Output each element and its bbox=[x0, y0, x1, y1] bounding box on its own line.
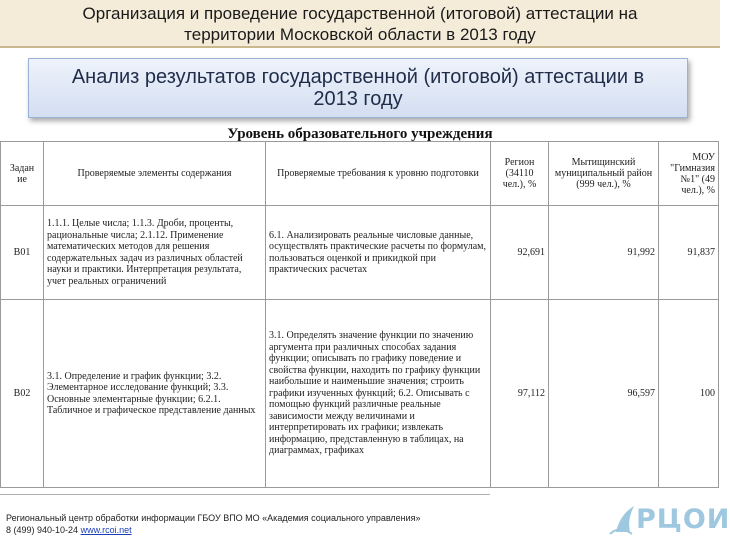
task-cell: В02 bbox=[1, 300, 44, 488]
results-table bbox=[0, 141, 719, 488]
footer bbox=[6, 512, 421, 536]
table-row bbox=[1, 300, 719, 488]
header-title-line2: территории Московской области в 2013 году bbox=[184, 25, 536, 44]
slide-subtitle-box bbox=[28, 58, 688, 118]
header-title-line1: Организация и проведение государственной (итоговой) аттестации на bbox=[82, 4, 638, 23]
footer-divider bbox=[0, 494, 490, 495]
table-header-row bbox=[1, 142, 719, 206]
district-value: 96,597 bbox=[549, 300, 659, 488]
header-school: МОУ "Гимназия №1" (49 чел.), % bbox=[659, 142, 719, 206]
header-requirements: Проверяемые требования к уровню подготовки bbox=[266, 142, 491, 206]
logo-text: РЦОИ bbox=[636, 504, 730, 535]
requirements-cell: 6.1. Анализировать реальные числовые данные, осуществлять практические расчеты по формулам, пользоваться оценкой и прикидкой при практических расчетах bbox=[266, 206, 491, 300]
table-row bbox=[1, 206, 719, 300]
subtitle-line2: 2013 году bbox=[313, 88, 403, 110]
footer-phone: 8 (499) 940-10-24 bbox=[6, 525, 79, 535]
region-value: 92,691 bbox=[491, 206, 549, 300]
footer-link[interactable]: www.rcoi.net bbox=[80, 525, 132, 535]
presentation-header bbox=[0, 0, 720, 48]
task-cell: В01 bbox=[1, 206, 44, 300]
school-value: 100 bbox=[659, 300, 719, 488]
header-district: Мытищинский муниципальный район (999 чел.), % bbox=[549, 142, 659, 206]
header-region: Регион (34110 чел.), % bbox=[491, 142, 549, 206]
footer-contacts bbox=[6, 524, 421, 536]
elements-cell: 3.1. Определение и график функции; 3.2. Элементарное исследование функций; 3.3. Основные элементарные функции; 6.2.1. Табличное и графическое представление данных bbox=[44, 300, 266, 488]
school-value: 91,837 bbox=[659, 206, 719, 300]
header-elements: Проверяемые элементы содержания bbox=[44, 142, 266, 206]
footer-org: Региональный центр обработки информации ГБОУ ВПО МО «Академия социального управления» bbox=[6, 513, 421, 523]
subtitle-line1: Анализ результатов государственной (итоговой) аттестации в bbox=[71, 66, 645, 88]
level-title: Уровень образовательного учреждения bbox=[227, 126, 493, 142]
header-task: Задан ие bbox=[1, 142, 44, 206]
requirements-cell: 3.1. Определять значение функции по значению аргумента при различных способах задания функции; описывать по графику поведение и свойства функции, находить по графику функции наибольшие и наименьшие значения; строить графики изученных функций; 6.2. Описывать с помощью функций различные реальные зависимости между величинами и интерпретировать их графики; извлекать информацию, представленную в таблицах, на диаграммах, графиках bbox=[266, 300, 491, 488]
elements-cell: 1.1.1. Целые числа; 1.1.3. Дроби, проценты, рациональные числа; 2.1.12. Применение математических методов для решения содержательных задач из различных областей науки и практики. Интерпретация результата, учет реальных ограничений bbox=[44, 206, 266, 300]
region-value: 97,112 bbox=[491, 300, 549, 488]
district-value: 91,992 bbox=[549, 206, 659, 300]
